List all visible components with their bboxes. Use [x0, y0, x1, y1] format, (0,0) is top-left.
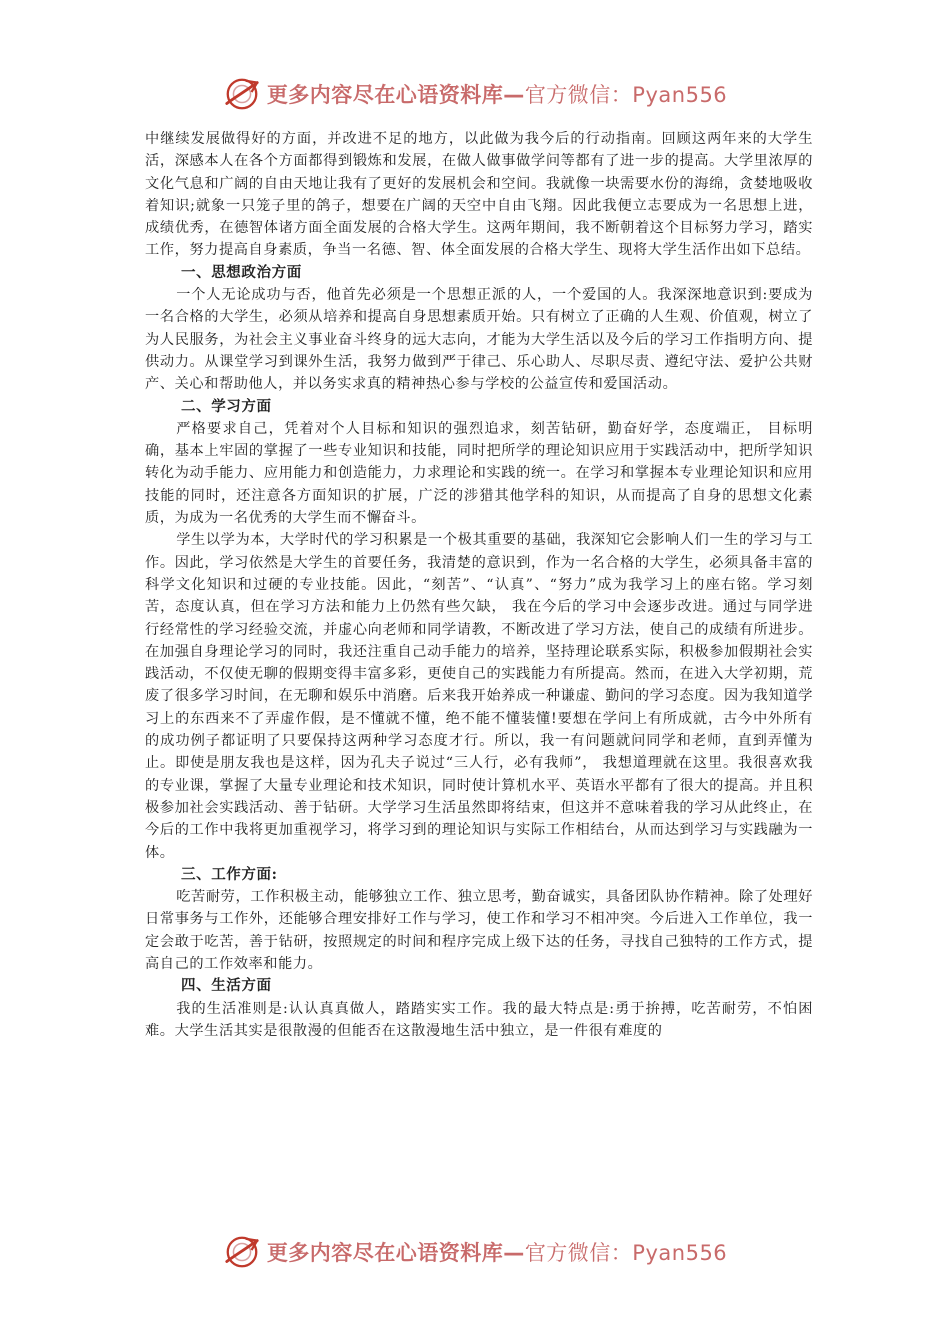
body-paragraph: 学生以学为本，大学时代的学习积累是一个极其重要的基础，我深知它会影响人们一生的学习与工作。因此，学习依然是大学生的首要任务，我清楚的意识到，作为一名合格的大学生，必须具备丰富的科学文化知识和过硬的专业技能。因此，“刻苦”、“认真”、“努力”成为我学习上的座右铭。学习刻苦，态度认真，但在学习方法和能力上仍然有些欠缺， 我在今后的学习中会逐步改进。通过与同学进行经常性的学习经验交流，并虚心向老师和同学请教，不断改进了学习方法，使自己的成绩有所进步。在加强自身理论学习的同时，我还注重自己动手能力的培养，坚持理论联系实际，积极参加假期社会实践活动，不仅使无聊的假期变得丰富多彩，更使自己的实践能力有所提高。然而，在进入大学初期，荒废了很多学习时间，在无聊和娱乐中消磨。后来我开始养成一种谦虚、勤问的学习态度。因为我知道学习上的东西来不了弄虚作假，是不懂就不懂，绝不能不懂装懂!要想在学问上有所成就，古今中外所有的成功例子都证明了只要保持这两种学习态度才行。所以，我一有问题就问同学和老师，直到弄懂为止。即使是朋友我也是这样，因为孔夫子说过“三人行，必有我师”， 我想道理就在这里。我很喜欢我的专业课，掌握了大量专业理论和技术知识，同时使计算机水平、英语水平都有了很大的提高。并且积极参加社会实践活动、善于钻研。大学学习生活虽然即将结束，但这并不意味着我的学习从此终止，在今后的工作中我将更加重视学习，将学习到的理论知识与实际工作相结台，从而达到学习与实践融为一体。 [145, 532, 813, 861]
body-paragraph: 一个人无论成功与否，他首先必须是一个思想正派的人，一个爱国的人。我深深地意识到:要成为一名合格的大学生，必须从培养和提高自身思想素质开始。只有树立了正确的人生观、价值观，树立了为人民服务，为社会主义事业奋斗终身的远大志向，才能为大学生活以及今后的学习工作指明方向、提供动力。从课堂学习到课外生活，我努力做到严于律己、乐心助人、尽职尽责、遵纪守法、爱护公共财产、关心和帮助他人，并以务实求真的精神热心参与学校的公益宣传和爱国活动。 [145, 287, 813, 393]
body-paragraph: 严格要求自己，凭着对个人目标和知识的强烈追求，刻苦钻研，勤奋好学，态度端正， 目标明确，基本上牢固的掌握了一些专业知识和技能，同时把所学的理论知识应用于实践活动中，把所学知识转化为动手能力、应用能力和创造能力，力求理论和实践的统一。在学习和掌握本专业理论知识和应用技能的同时，还注意各方面知识的扩展，广泛的涉猎其他学科的知识，从而提高了自身的思想文化素质，为成为一名优秀的大学生而不懈奋斗。 [145, 420, 813, 527]
body-paragraph: 吃苦耐劳，工作积极主动，能够独立工作、独立思考，勤奋诚实，具备团队协作精神。除了处理好日常事务与工作外，还能够合理安排好工作与学习，使工作和学习不相冲突。今后进入工作单位，我一定会敢于吃苦，善于钻研，按照规定的时间和程序完成上级下达的任务，寻找自己独特的工作方式，提高自己的工作效率和能力。 [145, 889, 813, 972]
banner-wechat: 官方微信：Pyan556 [524, 83, 728, 107]
banner-text: 更多内容尽在心语资料库—官方微信：Pyan556 [266, 83, 728, 107]
section-heading: 三、工作方面: [181, 865, 278, 883]
section-heading: 四、生活方面 [181, 977, 272, 995]
banner-wechat: 官方微信：Pyan556 [524, 1241, 728, 1265]
body-paragraph: 我的生活准则是:认认真真做人，踏踏实实工作。我的最大特点是:勇于拚搏，吃苦耐劳，不怕困难。大学生活其实是很散漫的但能否在这散漫地生活中独立，是一件很有难度的 [145, 1000, 813, 1039]
brand-logo-icon [223, 1233, 261, 1271]
banner-text: 更多内容尽在心语资料库—官方微信：Pyan556 [266, 1241, 728, 1265]
header-banner [0, 70, 950, 118]
document-body [145, 128, 813, 1042]
section-heading: 一、思想政治方面 [181, 263, 302, 281]
body-paragraph: 中继续发展做得好的方面，并改进不足的地方，以此做为我今后的行动指南。回顾这两年来的大学生活，深感本人在各个方面都得到锻炼和发展，在做人做事做学问等都有了进一步的提高。大学里浓厚的文化气息和广阔的自由天地让我有了更好的发展机会和空间。我就像一块需要水份的海绵，贪婪地吸收着知识;就象一只笼子里的鸽子，想要在广阔的天空中自由飞翔。因此我便立志要成为一名思想上进，成绩优秀，在德智体诸方面全面发展的合格大学生。这两年期间，我不断朝着这个目标努力学习，踏实工作，努力提高自身素质，争当一名德、智、体全面发展的合格大学生、现将大学生活作出如下总结。 [145, 131, 813, 259]
footer-banner [0, 1228, 950, 1276]
brand-logo-icon [223, 75, 261, 113]
section-heading: 二、学习方面 [181, 397, 272, 415]
